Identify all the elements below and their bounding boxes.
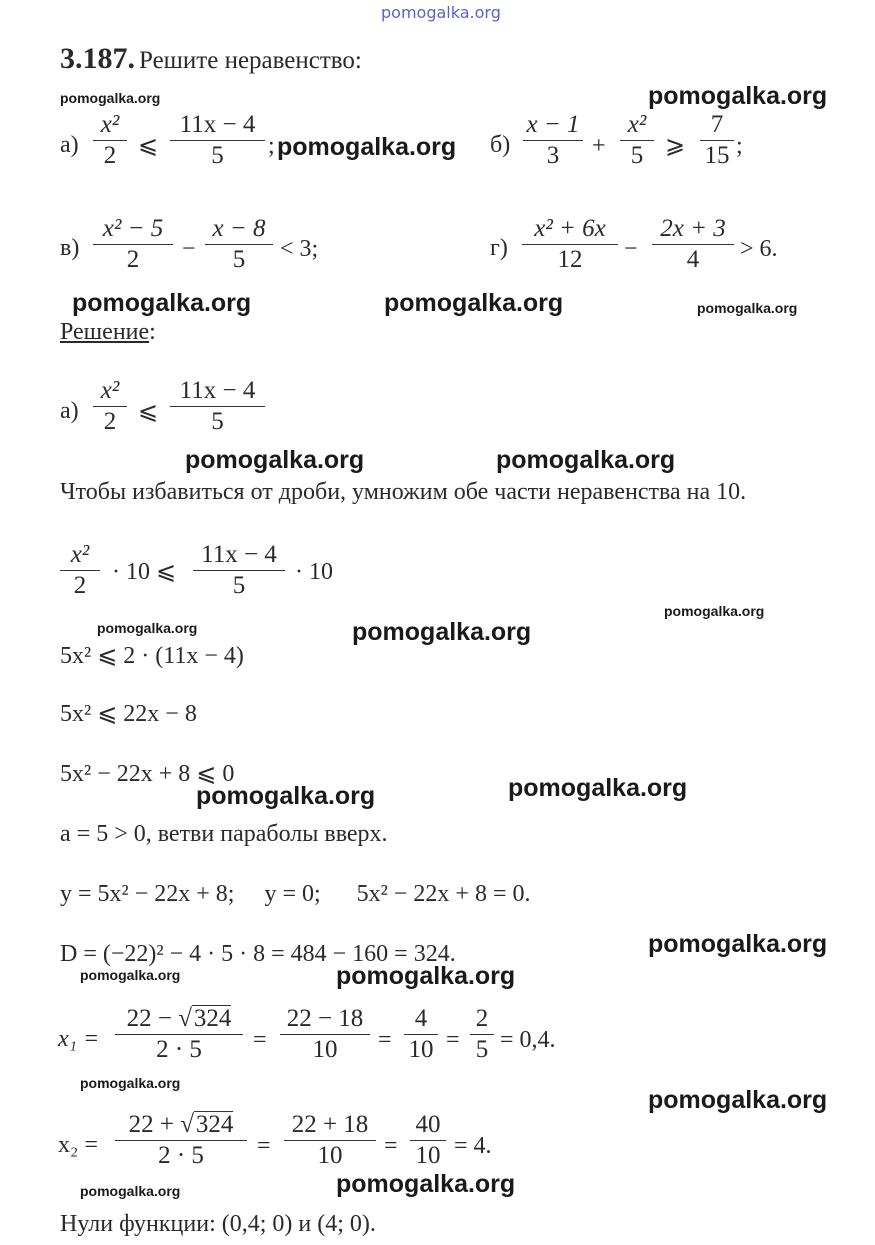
denominator: 10 xyxy=(415,1142,441,1169)
numerator: x² xyxy=(100,111,120,138)
problem-number: 3.187. xyxy=(60,42,135,75)
denominator: 4 xyxy=(686,246,700,273)
multiplier: · 10 xyxy=(295,559,333,585)
numerator-prefix: 22 + xyxy=(128,1111,181,1138)
task-label: а) xyxy=(60,398,79,424)
numerator: 2 xyxy=(475,1005,489,1032)
denominator: 5 xyxy=(232,572,246,599)
watermark: pomogalka.org xyxy=(664,603,765,619)
denominator: 10 xyxy=(408,1036,434,1063)
fraction xyxy=(404,1004,438,1065)
numerator: x − 8 xyxy=(212,215,266,242)
relation-sign: ⩽ xyxy=(138,399,159,425)
watermark: pomogalka.org xyxy=(277,133,457,161)
solution-heading xyxy=(60,318,156,346)
watermark: pomogalka.org xyxy=(80,1075,181,1091)
discriminant-line: D = (−22)² − 4 · 5 · 8 = 484 − 160 = 324. xyxy=(60,941,456,967)
numerator xyxy=(115,1004,243,1034)
step-line-5: y = 5x² − 22x + 8; y = 0; 5x² − 22x + 8 = 0. xyxy=(60,881,531,907)
fraction xyxy=(620,110,654,171)
step-explanation: Чтобы избавиться от дроби, умножим обе части неравенства на 10. xyxy=(60,479,747,505)
equals-sign: = xyxy=(253,1027,267,1053)
denominator: 5 xyxy=(211,408,224,435)
watermark: pomogalka.org xyxy=(80,967,181,983)
fraction xyxy=(93,110,127,171)
relation-sign: ⩾ xyxy=(665,133,686,159)
watermark: pomogalka.org xyxy=(496,446,676,474)
numerator: 40 xyxy=(415,1111,441,1138)
relation-sign: ⩽ xyxy=(138,133,159,159)
fraction xyxy=(523,110,583,171)
numerator: 11x − 4 xyxy=(179,111,256,138)
function-zeros: Нули функции: (0,4; 0) и (4; 0). xyxy=(60,1211,376,1237)
watermark: pomogalka.org xyxy=(336,962,516,990)
numerator: 4 xyxy=(414,1005,428,1032)
denominator: 5 xyxy=(211,142,224,169)
radicand: 324 xyxy=(193,1005,232,1032)
numerator: x² + 6x xyxy=(534,215,606,242)
fraction xyxy=(170,110,265,171)
numerator: 22 + 18 xyxy=(291,1111,369,1138)
fraction xyxy=(60,540,100,601)
watermark: pomogalka.org xyxy=(648,930,828,958)
solution-heading-colon: : xyxy=(149,319,156,345)
fraction xyxy=(93,214,173,275)
task-label: б) xyxy=(490,132,511,158)
numerator: 2x + 3 xyxy=(660,215,726,242)
watermark: pomogalka.org xyxy=(352,618,532,646)
task-label: г) xyxy=(490,235,508,261)
step-line-3: 5x² − 22x + 8 ⩽ 0 xyxy=(60,761,235,787)
numerator: 11x − 4 xyxy=(179,377,256,404)
denominator: 2 xyxy=(103,142,117,169)
root-label: x₁ = xyxy=(58,1026,100,1052)
minus-sign: − xyxy=(624,236,638,262)
equals-sign: = xyxy=(384,1133,398,1159)
numerator: x² xyxy=(100,377,120,404)
denominator: 5 xyxy=(232,246,246,273)
solution-heading-text: Решение xyxy=(60,319,150,345)
plus-sign: + xyxy=(592,133,606,159)
denominator: 2 xyxy=(126,246,140,273)
fraction xyxy=(700,110,734,171)
minus-sign: − xyxy=(182,236,196,262)
inequality-rhs: < 3; xyxy=(280,236,319,262)
denominator: 5 xyxy=(630,142,644,169)
denominator: 15 xyxy=(704,142,730,169)
fraction xyxy=(410,1110,446,1171)
denominator: 2 · 5 xyxy=(156,1036,202,1063)
denominator: 2 · 5 xyxy=(158,1142,204,1169)
semicolon: ; xyxy=(736,133,743,159)
fraction xyxy=(284,1110,376,1171)
problem-instruction: Решите неравенство: xyxy=(139,47,362,74)
watermark: pomogalka.org xyxy=(336,1170,516,1198)
numerator: 7 xyxy=(710,111,724,138)
equals-sign: = xyxy=(378,1027,392,1053)
denominator: 12 xyxy=(557,246,583,273)
numerator: 11x − 4 xyxy=(201,541,277,568)
numerator: x² xyxy=(70,541,90,568)
watermark: pomogalka.org xyxy=(384,289,564,317)
numerator: 22 − 18 xyxy=(286,1005,364,1032)
semicolon: ; xyxy=(268,133,275,159)
multiplier: · 10 ⩽ xyxy=(112,559,177,585)
fraction xyxy=(170,376,265,437)
watermark: pomogalka.org xyxy=(185,446,365,474)
site-watermark-top: pomogalka.org xyxy=(381,3,501,22)
watermark: pomogalka.org xyxy=(697,300,798,316)
watermark: pomogalka.org xyxy=(97,620,198,636)
fraction xyxy=(115,1110,247,1171)
problem-header xyxy=(60,42,362,76)
denominator: 10 xyxy=(312,1036,338,1063)
step-line-2: 5x² ⩽ 22x − 8 xyxy=(60,701,197,727)
task-label: в) xyxy=(60,235,80,261)
root-value: = 4. xyxy=(454,1133,492,1159)
fraction xyxy=(115,1004,243,1065)
denominator: 2 xyxy=(73,572,87,599)
fraction xyxy=(522,214,618,275)
numerator: x² xyxy=(627,111,647,138)
equals-sign: = xyxy=(257,1133,271,1159)
equals-sign: = xyxy=(446,1027,460,1053)
numerator: x − 1 xyxy=(526,111,580,138)
radicand: 324 xyxy=(195,1111,234,1138)
fraction xyxy=(280,1004,370,1065)
denominator: 5 xyxy=(475,1036,489,1063)
watermark: pomogalka.org xyxy=(508,774,688,802)
step-line-4: a = 5 > 0, ветви параболы вверх. xyxy=(60,821,388,847)
watermark: pomogalka.org xyxy=(72,289,252,317)
denominator: 2 xyxy=(103,408,117,435)
fraction xyxy=(93,376,127,437)
numerator-prefix: 22 − xyxy=(126,1005,179,1032)
watermark: pomogalka.org xyxy=(80,1183,181,1199)
denominator: 10 xyxy=(317,1142,343,1169)
numerator: x² − 5 xyxy=(102,215,164,242)
task-label: а) xyxy=(60,132,79,158)
fraction xyxy=(193,540,285,601)
fraction xyxy=(470,1004,494,1065)
fraction xyxy=(205,214,273,275)
watermark: pomogalka.org xyxy=(648,1086,828,1114)
sqrt-sign: √ xyxy=(180,1111,194,1138)
denominator: 3 xyxy=(546,142,560,169)
numerator xyxy=(115,1110,247,1140)
root-label: x₂ = xyxy=(58,1132,98,1158)
watermark: pomogalka.org xyxy=(60,90,161,106)
inequality-rhs: > 6. xyxy=(740,236,778,262)
root-value: = 0,4. xyxy=(500,1027,556,1053)
step-line-1: 5x² ⩽ 2 · (11x − 4) xyxy=(60,643,244,669)
fraction xyxy=(652,214,734,275)
watermark: pomogalka.org xyxy=(648,82,828,110)
watermark: pomogalka.org xyxy=(196,782,376,810)
sqrt-sign: √ xyxy=(178,1005,192,1032)
